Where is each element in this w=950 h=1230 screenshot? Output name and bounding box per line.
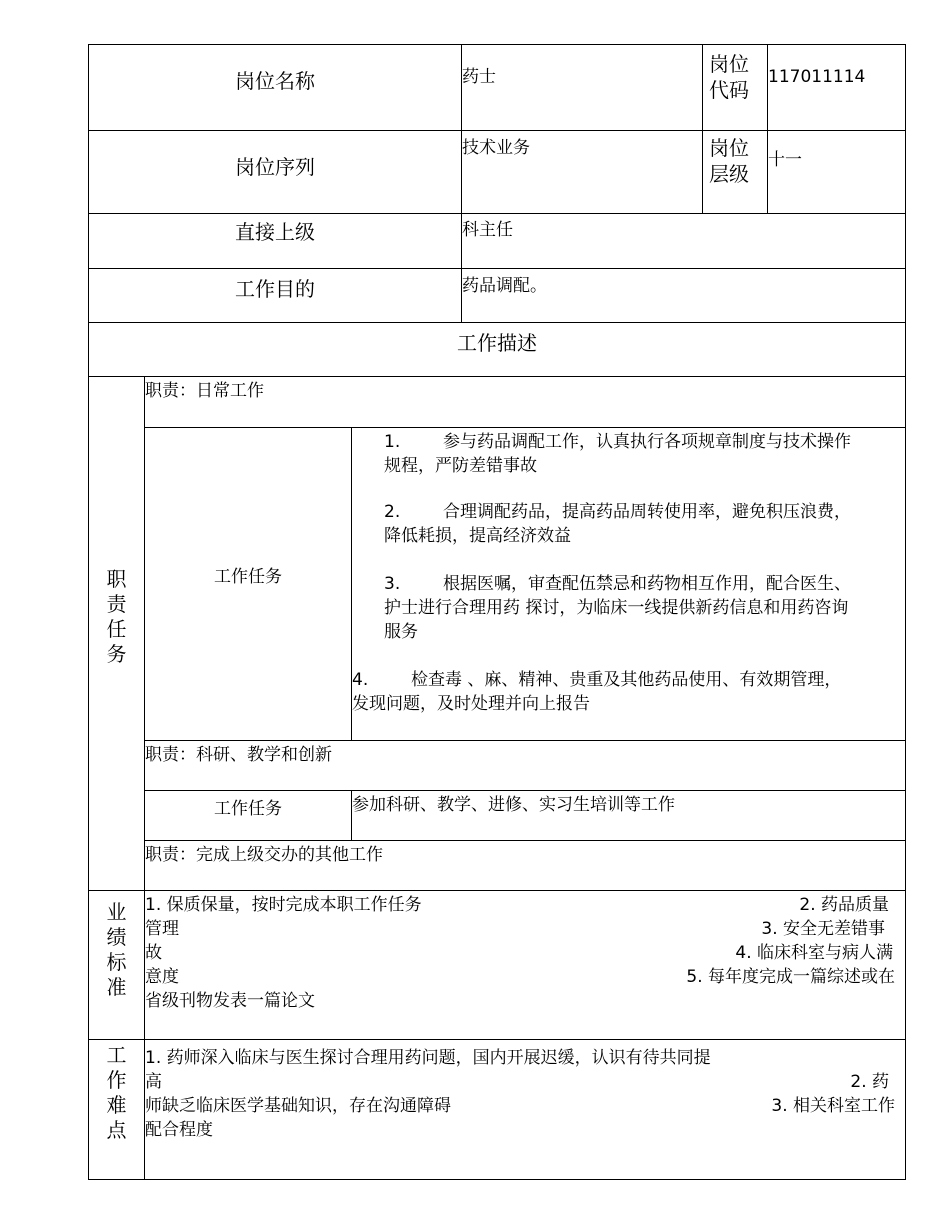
daily-duty-title: 职责：日常工作 [144, 376, 906, 428]
duties-side-char: 职 [106, 567, 127, 591]
difficulty-line: 师缺乏临床医学基础知识，存在沟通障碍 [145, 1096, 451, 1116]
difficulty-line: 配合程度 [145, 1120, 213, 1140]
difficulties-side-label [88, 1039, 145, 1180]
performance-line: 管理 [145, 919, 179, 939]
level-label: 岗位层级 [702, 130, 768, 214]
superior-label: 直接上级 [88, 213, 462, 269]
performance-content [144, 890, 906, 1040]
performance-line: 故 [145, 943, 162, 963]
research-duty-title: 职责：科研、教学和创新 [144, 740, 906, 791]
difficulties-side-char: 工 [106, 1043, 127, 1067]
daily-task-label: 工作任务 [144, 427, 352, 741]
duties-side-label [88, 376, 145, 891]
difficulty-line: 1. 药师深入临床与医生探讨合理用药问题，国内开展迟缓，认识有待共同提 [145, 1048, 711, 1068]
performance-line: 3. 安全无差错事 [761, 919, 885, 939]
performance-line: 1. 保质保量，按时完成本职工作任务 [145, 895, 422, 915]
difficulties-side-char: 作 [106, 1068, 127, 1092]
performance-line: 2. 药品质量 [799, 895, 889, 915]
difficulty-line: 2. 药 [850, 1072, 889, 1092]
level-value: 十一 [767, 130, 906, 214]
performance-side-char: 业 [106, 900, 127, 924]
performance-side-label [88, 890, 145, 1040]
job-description-table [88, 44, 906, 1180]
sequence-label: 岗位序列 [88, 130, 462, 214]
research-task-label: 工作任务 [144, 790, 352, 841]
performance-side-char: 标 [106, 950, 127, 974]
duties-side-char: 务 [106, 642, 127, 666]
performance-side-char: 绩 [106, 925, 127, 949]
difficulties-content [144, 1039, 906, 1180]
performance-line: 5. 每年度完成一篇综述或在 [686, 967, 895, 987]
duties-side-char: 任 [106, 617, 127, 641]
performance-side-char: 准 [106, 975, 127, 999]
difficulty-line: 高 [145, 1072, 162, 1092]
work-description-title: 工作描述 [88, 322, 906, 377]
position-code-value: 117011114 [767, 44, 906, 131]
purpose-value: 药品调配。 [461, 268, 906, 323]
position-name-label: 岗位名称 [88, 44, 462, 131]
other-duty-title: 职责：完成上级交办的其他工作 [144, 840, 906, 891]
duties-side-char: 责 [106, 592, 127, 616]
daily-task-list: 1. 参与药品调配工作，认真执行各项规章制度与技术操作 规程，严防差错事故 2. 合理调配药品，提高药品周转使用率，避免积压浪费， 降低耗损，提高经济效益 3. 根据医嘱，审查配伍禁忌和药物相互作用，配合医生、 护士进行合理用药 探讨，为临床一线提供新药信息和用药咨询 服务 4. 检查毒 、麻、精神、贵重及其他药品使用、有效期管理， 发现问题，及时处理并向上报告 [351, 427, 906, 741]
difficulties-side-char: 点 [106, 1118, 127, 1142]
sequence-value: 技术业务 [461, 130, 703, 214]
performance-line: 省级刊物发表一篇论文 [145, 991, 315, 1011]
superior-value: 科主任 [461, 213, 906, 269]
purpose-label: 工作目的 [88, 268, 462, 323]
performance-line: 4. 临床科室与病人满 [735, 943, 893, 963]
performance-line: 意度 [145, 967, 179, 987]
difficulty-line: 3. 相关科室工作 [771, 1096, 895, 1116]
position-name-value: 药士 [461, 44, 703, 131]
research-task-value: 参加科研、教学、进修、实习生培训等工作 [351, 790, 906, 841]
position-code-label: 岗位代码 [702, 44, 768, 131]
difficulties-side-char: 难 [106, 1093, 127, 1117]
